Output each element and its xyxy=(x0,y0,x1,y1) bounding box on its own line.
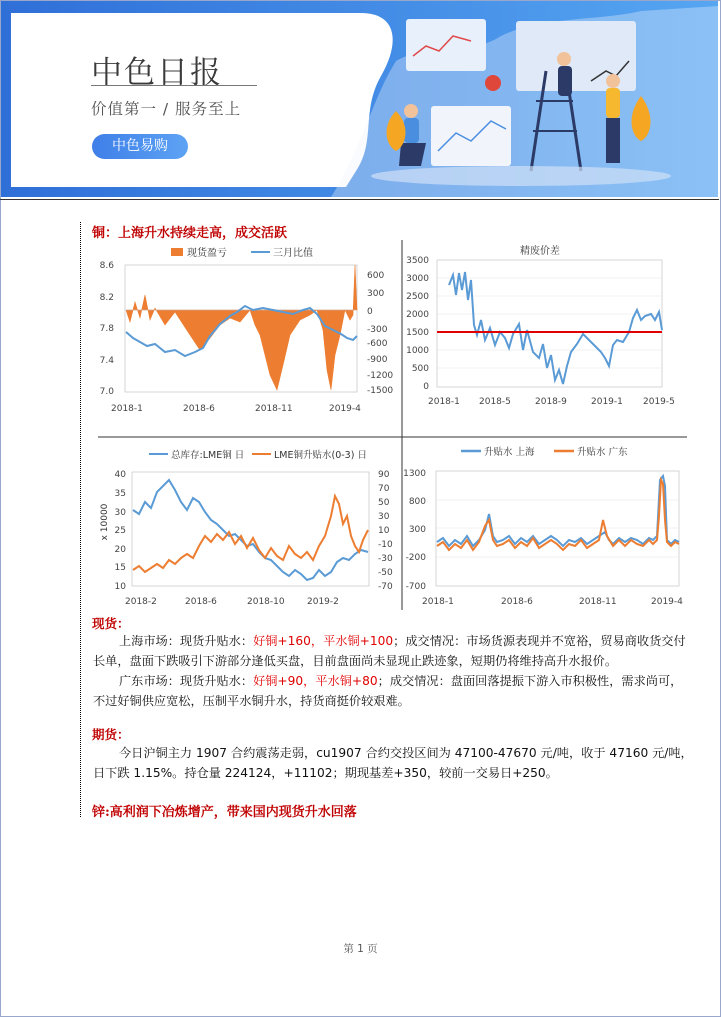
chart3-left-tick: 20 xyxy=(114,545,126,555)
spot-sh-flat: 平水铜+100 xyxy=(323,634,394,648)
chart2-title: 精废价差 xyxy=(520,246,560,257)
chart3-y-label: x 10000 xyxy=(100,503,110,541)
chart1-right-tick: 300 xyxy=(367,289,385,299)
chart4-x-tick: 2018-1 xyxy=(422,597,454,607)
chart1-legend-a: 现货盈亏 xyxy=(187,248,227,259)
chart3-left-tick: 30 xyxy=(114,508,126,518)
chart2-y-tick: 2000 xyxy=(406,310,429,320)
chart1-right-tick: -300 xyxy=(367,325,388,335)
chart3-right-tick: 50 xyxy=(378,498,390,508)
chart4-x-tick: 2019-4 xyxy=(651,597,683,607)
chart1-spot-profit-ratio xyxy=(100,246,394,414)
spot-text xyxy=(93,631,693,711)
chart2-y-tick: 0 xyxy=(423,382,429,392)
chart1-x-tick: 2019-4 xyxy=(329,404,361,414)
chart1-x-tick: 2018-1 xyxy=(111,404,143,414)
spot-gd-prefix: 广东市场：现货升贴水： xyxy=(119,674,254,688)
chart1-left-tick: 7.8 xyxy=(99,324,114,334)
spot-gd-good: 好铜+90， xyxy=(253,674,316,688)
chart1-left-tick: 8.2 xyxy=(99,293,114,303)
chart2-x-tick: 2019-1 xyxy=(591,397,623,407)
chart1-right-tick: -600 xyxy=(367,339,388,349)
chart4-x-tick: 2018-6 xyxy=(501,597,533,607)
chart3-right-tick: -30 xyxy=(378,554,393,564)
futures-paragraph: 今日沪铜主力 1907 合约震荡走弱，cu1907 合约交投区间为 47100-47670 元/吨，收于 47160 元/吨，日下跌 1.15%。持仓量 224124，+11102；期现基差+350，较前一交易日+250。 xyxy=(93,746,693,780)
chart1-legend-swatch-a xyxy=(171,248,183,256)
chart1-right-tick: -900 xyxy=(367,355,388,365)
spot-heading: 现货： xyxy=(92,616,130,631)
chart3-legend-b: LME铜升贴水(0-3) 日 xyxy=(274,450,367,461)
chart3-right-tick: -70 xyxy=(378,582,393,592)
chart3-x-tick: 2018-6 xyxy=(185,597,217,607)
chart3-x-tick: 2019-2 xyxy=(307,597,339,607)
chart3-left-tick: 10 xyxy=(114,582,126,592)
chart4-y-tick: -700 xyxy=(405,582,426,592)
spot-guangdong-paragraph xyxy=(93,671,693,711)
chart1-right-tick: -1200 xyxy=(367,371,394,381)
chart3-left-tick: 15 xyxy=(114,563,126,573)
chart1-right-tick: -1500 xyxy=(367,386,394,396)
chart2-y-tick: 1000 xyxy=(406,346,429,356)
chart4-legend-a: 升贴水 上海 xyxy=(484,447,535,458)
chart2-y-tick: 500 xyxy=(411,364,429,374)
chart3-right-tick: 90 xyxy=(378,470,390,480)
chart-grid xyxy=(95,240,695,610)
chart3-right-tick: -50 xyxy=(378,568,393,578)
chart4-shanghai-guangdong-premium xyxy=(403,446,683,607)
chart4-legend-b: 升贴水 广东 xyxy=(577,447,628,458)
chart1-left-tick: 7.0 xyxy=(99,387,114,397)
copper-section-title: 铜：上海升水持续走高，成交活跃 xyxy=(92,226,288,241)
futures-text xyxy=(93,743,693,783)
chart4-x-tick: 2018-11 xyxy=(579,597,617,607)
chart3-legend-a: 总库存:LME铜 日 xyxy=(171,450,245,461)
chart4-y-tick: 1300 xyxy=(403,469,426,479)
spot-sh-good: 好铜+160， xyxy=(253,634,324,648)
chart1-left-tick: 8.6 xyxy=(99,261,114,271)
chart1-x-tick: 2018-6 xyxy=(183,404,215,414)
title-underline xyxy=(91,85,257,86)
report-slogan: 价值第一 / 服务至上 xyxy=(91,100,242,118)
chart2-y-tick: 1500 xyxy=(406,328,429,338)
futures-heading: 期货： xyxy=(92,727,130,742)
zinc-section-title: 锌:高利润下冶炼增产，带来国内现货升水回落 xyxy=(92,805,357,820)
header-banner xyxy=(1,1,718,197)
chart3-right-tick: -10 xyxy=(378,540,393,550)
spot-sh-prefix: 上海市场：现货升贴水： xyxy=(119,634,254,648)
chart2-refined-scrap-spread xyxy=(406,244,675,407)
chart1-x-tick: 2018-11 xyxy=(255,404,293,414)
chart1-right-tick: 0 xyxy=(367,307,373,317)
chart4-y-tick: 300 xyxy=(408,525,426,535)
chart2-x-tick: 2018-9 xyxy=(535,397,567,407)
spot-gd-flat: 平水铜+80 xyxy=(315,674,378,688)
page-number: 第 1 页 xyxy=(343,943,378,955)
chart3-x-tick: 2018-10 xyxy=(247,597,285,607)
chart3-left-tick: 25 xyxy=(114,526,126,536)
spot-sh-suffix: ；成交情况：市场货源表现并不宽裕，贸易商收货交付长单，盘面下跌吸引下游部分逢低买盘，目前盘面尚未显现止跌迹象，短期仍将维持高升水报价。 xyxy=(93,634,686,668)
chart1-legend-b: 三月比值 xyxy=(273,248,313,259)
chart1-left-tick: 7.4 xyxy=(99,356,114,366)
chart4-y-tick: -200 xyxy=(405,553,426,563)
chart2-y-tick: 3000 xyxy=(406,274,429,284)
chart2-y-tick: 3500 xyxy=(406,256,429,266)
chart3-x-tick: 2018-2 xyxy=(125,597,157,607)
chart2-x-tick: 2018-5 xyxy=(479,397,511,407)
chart2-y-tick: 2500 xyxy=(406,292,429,302)
brand-button[interactable]: 中色易购 xyxy=(92,134,188,159)
chart4-y-tick: 800 xyxy=(408,497,426,507)
margin-dotted-line xyxy=(80,222,81,817)
spot-shanghai-paragraph xyxy=(93,631,693,671)
header-rule xyxy=(0,199,719,200)
spot-gd-suffix: ；成交情况：盘面回落提振下游入市积极性，需求尚可，不过好铜供应宽松，压制平水铜升水，持货商挺价较艰难。 xyxy=(93,674,683,708)
chart3-right-tick: 10 xyxy=(378,526,390,536)
chart3-lme-inventory-premium xyxy=(100,449,393,607)
report-title: 中色日报 xyxy=(91,55,223,91)
chart3-left-tick: 40 xyxy=(114,470,126,480)
chart2-x-tick: 2018-1 xyxy=(428,397,460,407)
chart3-left-tick: 35 xyxy=(114,489,126,499)
chart3-right-tick: 70 xyxy=(378,484,390,494)
chart2-x-tick: 2019-5 xyxy=(643,397,675,407)
chart3-right-tick: 30 xyxy=(378,512,390,522)
chart1-right-tick: 600 xyxy=(367,271,385,281)
